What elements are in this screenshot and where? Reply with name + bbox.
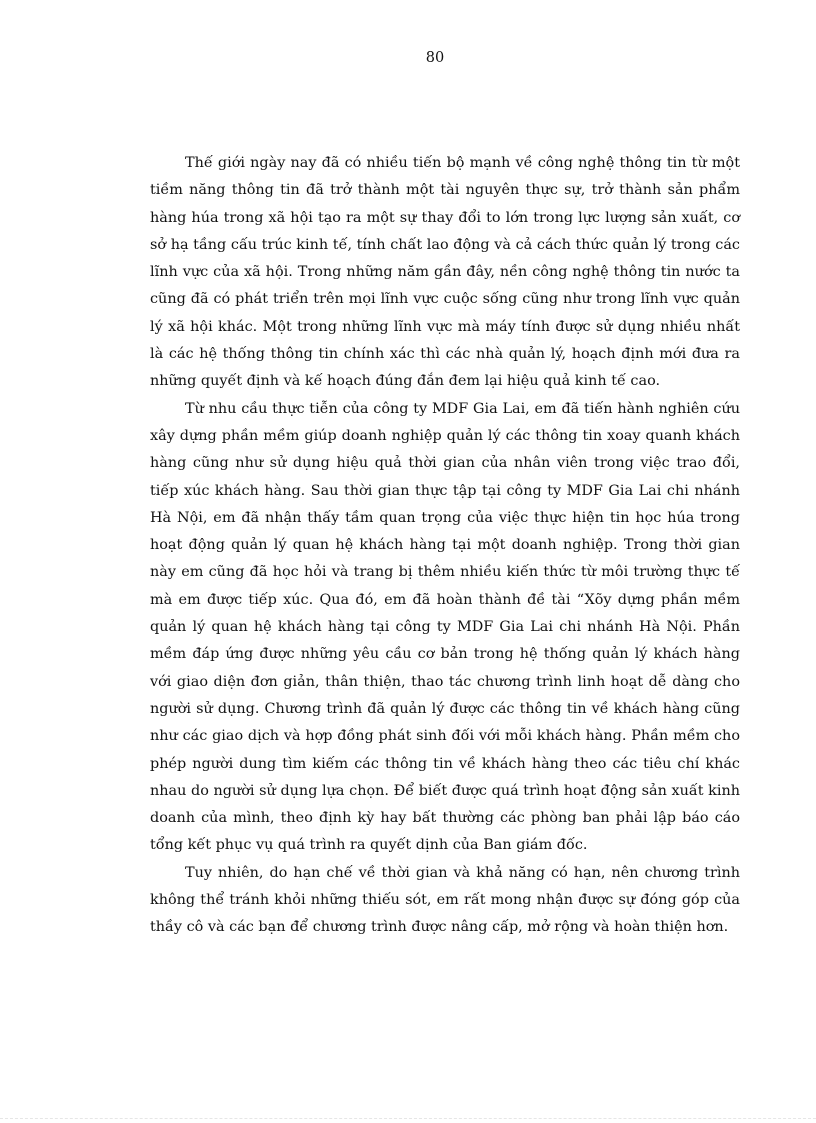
body-text	[150, 150, 740, 942]
paragraph-intro: Thế giới ngày nay đã có nhiều tiến bộ mạnh về công nghệ thông tin từ một tiềm năng thông tin đã trở thành một tài nguyên thực sự, trở thành sản phẩm hàng húa trong xã hội tạo ra một sự thay đổi to lớn trong lực lượng sản xuất, cơ sở hạ tầng cấu trúc kinh tế, tính chất lao động và cả cách thức quản lý trong các lĩnh vực của xã hội. Trong những năm gần đây, nền công nghệ thông tin nước ta cũng đã có phát triển trên mọi lĩnh vực cuộc sống cũng như trong lĩnh vực quản lý xã hội khác. Một trong những lĩnh vực mà máy tính được sử dụng nhiều nhất là các hệ thống thông tin chính xác thì các nhà quản lý, hoạch định mới đưa ra những quyết định và kế hoạch đúng đắn đem lại hiệu quả kinh tế cao.	[150, 155, 740, 390]
paragraph-closing: Tuy nhiên, do hạn chế về thời gian và khả năng có hạn, nên chương trình không thể tránh khỏi những thiếu sót, em rất mong nhận được sự đóng góp của thầy cô và các bạn để chương trình được nâng cấp, mở rộng và hoàn thiện hơn.	[150, 864, 740, 936]
paragraph-project: Từ nhu cầu thực tiễn của công ty MDF Gia Lai, em đã tiến hành nghiên cứu xây dựng phần mềm giúp doanh nghiệp quản lý các thông tin xoay quanh khách hàng cũng như sử dụng hiệu quả thời gian của nhân viên trong việc trao đổi, tiếp xúc khách hàng. Sau thời gian thực tập tại công ty MDF Gia Lai chi nhánh Hà Nội, em đã nhận thấy tầm quan trọng của việc thực hiện tin học húa trong hoạt động quản lý quan hệ khách hàng tại một doanh nghiệp. Trong thời gian này em cũng đã học hỏi và trang bị thêm nhiều kiến thức từ môi trường thực tế mà em được tiếp xúc. Qua đó, em đã hoàn thành đề tài “Xõy dựng phần mềm quản lý quan hệ khách hàng tại công ty MDF Gia Lai chi nhánh Hà Nội. Phần mềm đáp ứng được những yêu cầu cơ bản trong hệ thống quản lý khách hàng với giao diện đơn giản, thân thiện, thao tác chương trình linh hoạt dễ dàng cho người sử dụng. Chương trình đã quản lý được các thông tin về khách hàng cũng như các giao dịch và hợp đồng phát sinh đối với mỗi khách hàng. Phần mềm cho phép người dung tìm kiếm các thông tin về khách hàng theo các tiêu chí khác nhau do người sử dụng lựa chọn. Để biết được quá trình hoạt động sản xuất kinh doanh của mình, theo định kỳ hay bất thường các phòng ban phải lập báo cáo tổng kết phục vụ quá trình ra quyết dịnh của Ban giám đốc.	[150, 400, 740, 854]
page-number: 80	[425, 50, 445, 66]
page-bottom-divider	[0, 1118, 816, 1119]
